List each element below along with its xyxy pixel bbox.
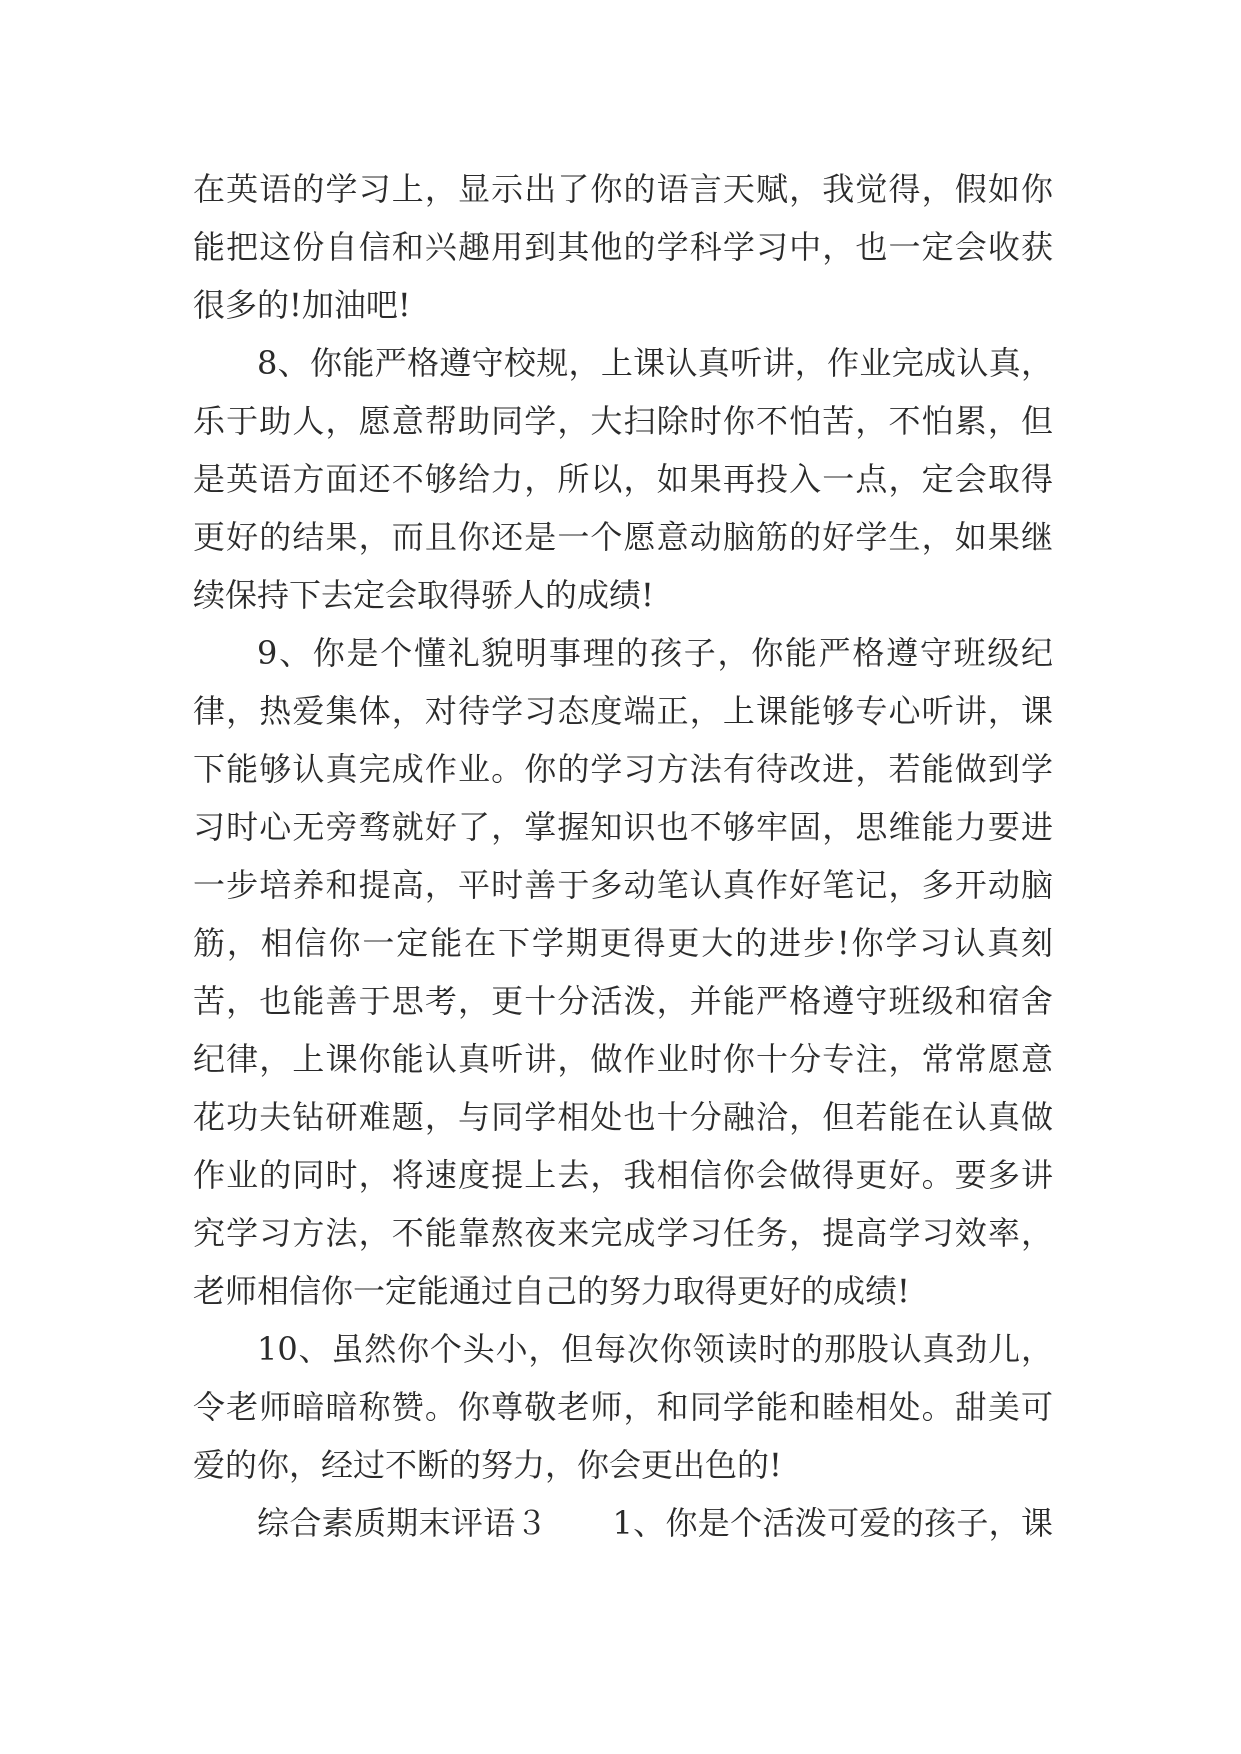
text-line: 筋，相信你一定能在下学期更得更大的进步!你学习认真刻 <box>193 924 1053 962</box>
text-line: 花功夫钻研难题，与同学相处也十分融洽，但若能在认真做 <box>193 1098 1053 1136</box>
text-line: 是英语方面还不够给力，所以，如果再投入一点，定会取得 <box>193 460 1053 498</box>
text-line: 续保持下去定会取得骄人的成绩! <box>193 576 654 614</box>
text-line: 究学习方法，不能靠熬夜来完成学习任务，提高学习效率， <box>193 1214 1053 1252</box>
text-line: 苦，也能善于思考，更十分活泼，并能严格遵守班级和宿舍 <box>193 982 1053 1020</box>
text-line: 在英语的学习上，显示出了你的语言天赋，我觉得，假如你 <box>193 170 1053 208</box>
paragraph-start-9: 9、你是个懂礼貌明事理的孩子，你能严格遵守班级纪 <box>257 634 1053 672</box>
text-line: 乐于助人，愿意帮助同学，大扫除时你不怕苦，不怕累，但 <box>193 402 1053 440</box>
paragraph-start-8: 8、你能严格遵守校规，上课认真听讲，作业完成认真， <box>257 344 1053 382</box>
section-heading-line: 综合素质期末评语３ 1、你是个活泼可爱的孩子，课 <box>257 1504 1053 1542</box>
text-line: 律，热爱集体，对待学习态度端正，上课能够专心听讲，课 <box>193 692 1053 730</box>
text-line: 纪律，上课你能认真听讲，做作业时你十分专注，常常愿意 <box>193 1040 1053 1078</box>
text-line: 一步培养和提高，平时善于多动笔认真作好笔记，多开动脑 <box>193 866 1053 904</box>
text-line: 很多的!加油吧! <box>193 286 411 324</box>
text-line: 作业的同时，将速度提上去，我相信你会做得更好。要多讲 <box>193 1156 1053 1194</box>
text-line: 更好的结果，而且你还是一个愿意动脑筋的好学生，如果继 <box>193 518 1053 556</box>
text-line: 老师相信你一定能通过自己的努力取得更好的成绩! <box>193 1272 910 1310</box>
text-line: 能把这份自信和兴趣用到其他的学科学习中，也一定会收获 <box>193 228 1053 266</box>
paragraph-start-10: 10、虽然你个头小，但每次你领读时的那股认真劲儿， <box>257 1330 1053 1368</box>
text-line: 令老师暗暗称赞。你尊敬老师，和同学能和睦相处。甜美可 <box>193 1388 1053 1426</box>
text-line: 下能够认真完成作业。你的学习方法有待改进，若能做到学 <box>193 750 1053 788</box>
text-line: 习时心无旁骛就好了，掌握知识也不够牢固，思维能力要进 <box>193 808 1053 846</box>
text-line: 爱的你，经过不断的努力，你会更出色的! <box>193 1446 782 1484</box>
